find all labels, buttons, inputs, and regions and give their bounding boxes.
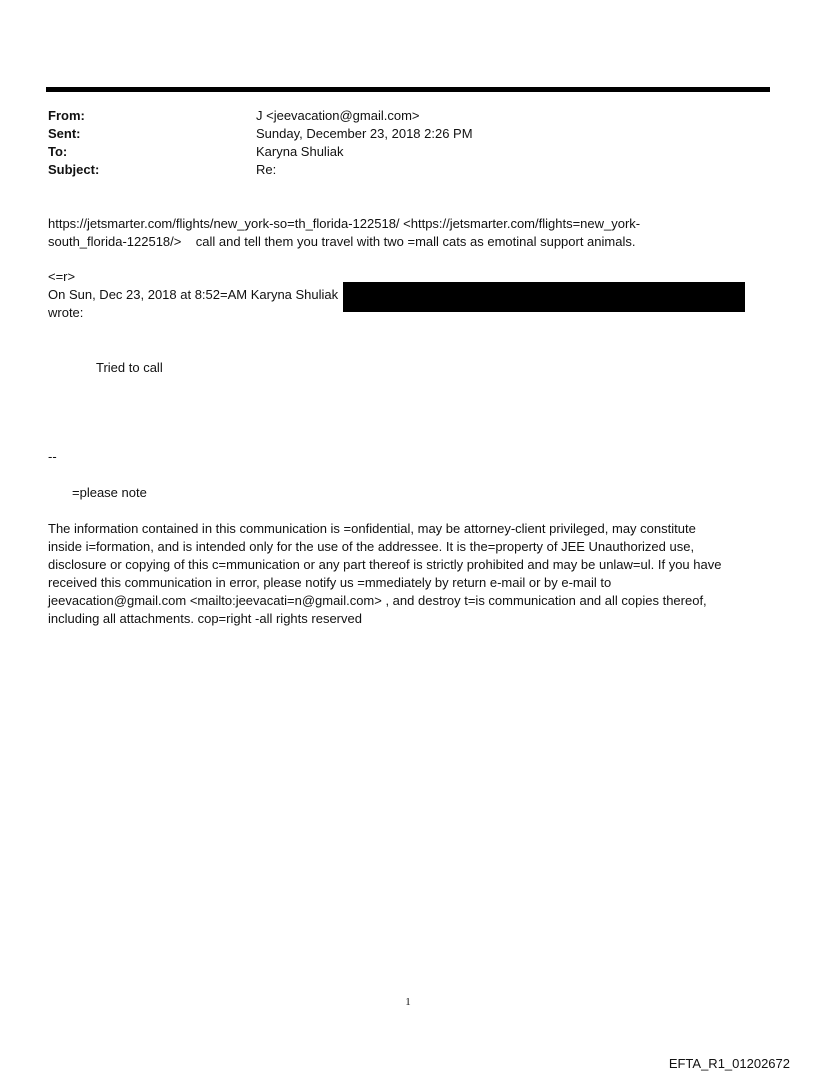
disclaimer-line-5: jeevacation@gmail.com <mailto:jeevacati=n@gmail.com> , and destroy t=is communication and all copies thereof,	[48, 593, 707, 608]
sent-label: Sent:	[48, 126, 81, 141]
sent-value: Sunday, December 23, 2018 2:26 PM	[256, 126, 473, 141]
to-label: To:	[48, 144, 68, 159]
message-line-2: south_florida-122518/> call and tell them you travel with two =mall cats as emotinal support animals.	[48, 234, 636, 249]
quoted-text: Tried to call	[96, 360, 163, 375]
quote-header-wrote: wrote:	[48, 305, 84, 320]
disclaimer-line-1: The information contained in this communication is =onfidential, may be attorney-client privileged, may constitute	[48, 521, 696, 536]
please-note: =please note	[72, 485, 147, 500]
quote-header: On Sun, Dec 23, 2018 at 8:52=AM Karyna Shuliak	[48, 287, 339, 302]
signature-separator: --	[48, 449, 57, 464]
from-value: J <jeevacation@gmail.com>	[256, 108, 420, 123]
disclaimer-line-2: inside i=formation, and is intended only for the use of the addressee. It is the=property of JEE Unauthorized use,	[48, 539, 695, 554]
bates-number: EFTA_R1_01202672	[668, 1056, 790, 1071]
subject-label: Subject:	[48, 162, 100, 177]
disclaimer-line-6: including all attachments. cop=right -all rights reserved	[48, 611, 362, 626]
message-line-1: https://jetsmarter.com/flights/new_york-so=th_florida-122518/ <https://jetsmarter.com/flights=new_york-	[48, 216, 641, 231]
page-number: 1	[405, 996, 411, 1008]
disclaimer-line-4: received this communication in error, please notify us =mmediately by return e-mail or by e-mail to	[48, 575, 612, 590]
disclaimer-line-3: disclosure or copying of this c=mmunication or any part thereof is strictly prohibited and may be unlaw=ul. If you have	[48, 557, 722, 572]
header-rule	[46, 87, 770, 92]
to-value: Karyna Shuliak	[256, 144, 344, 159]
message-tag: <=r>	[48, 269, 76, 284]
subject-value: Re:	[256, 162, 277, 177]
from-label: From:	[48, 108, 85, 123]
